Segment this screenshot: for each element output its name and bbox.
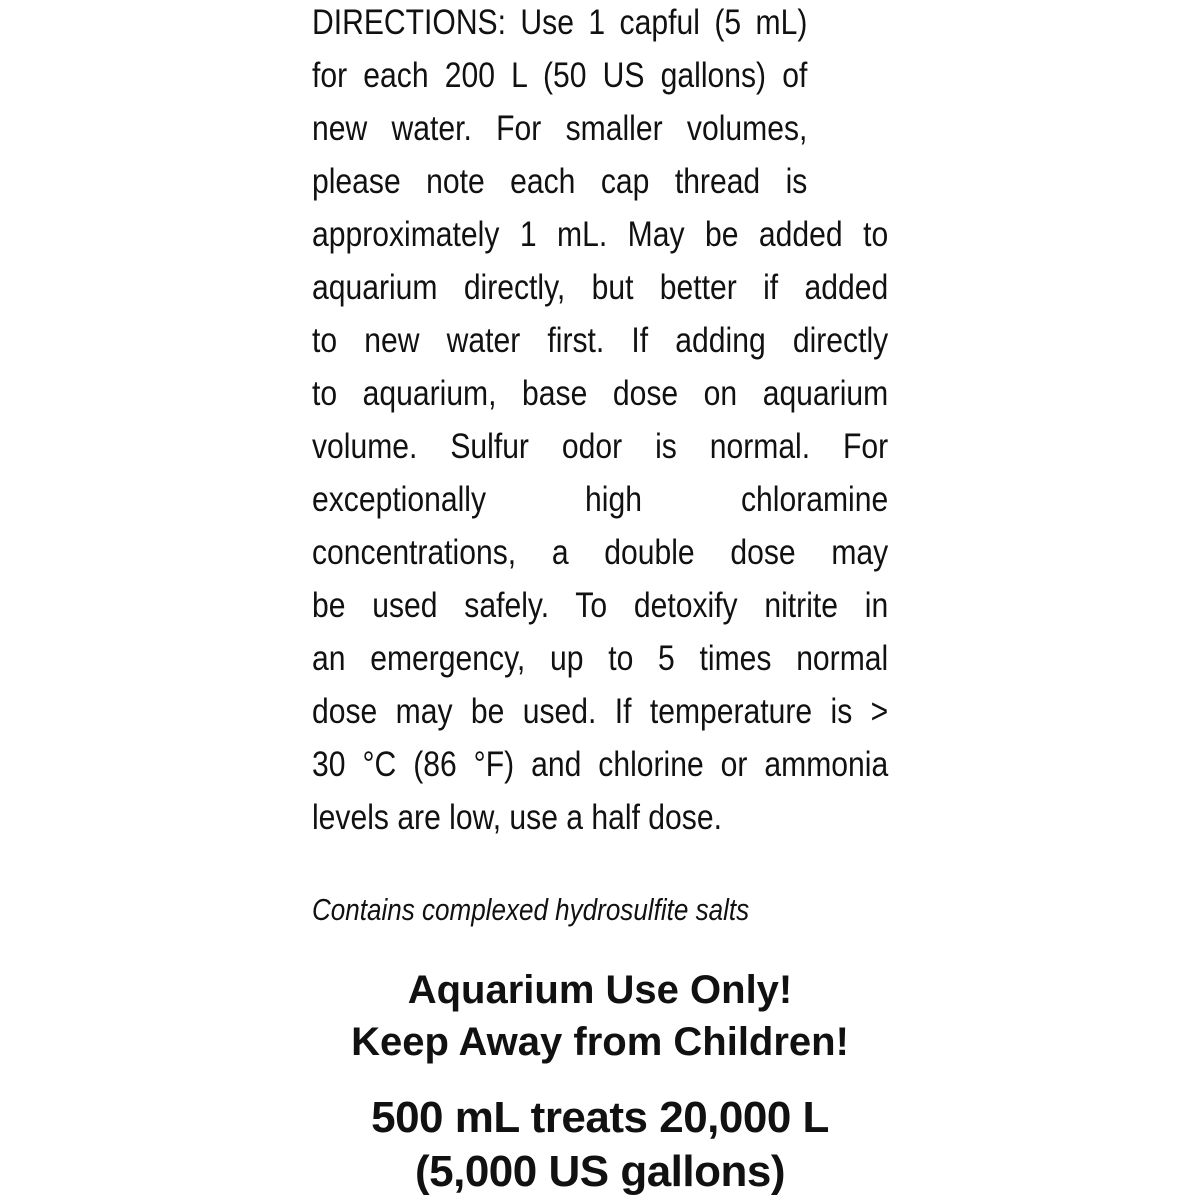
directions-line-10: exceptionally high chloramine <box>312 480 889 519</box>
directions-line-5: approximately 1 mL. May be added to <box>312 215 889 254</box>
warning-aquarium-use: Aquarium Use Only! <box>407 968 793 1012</box>
directions-line-2: for each 200 L (50 US gallons) of <box>312 56 808 95</box>
directions-line-9: volume. Sulfur odor is normal. For <box>312 427 889 466</box>
directions-line-14: dose may be used. If temperature is > <box>312 692 889 731</box>
directions-line-4: please note each cap thread is <box>312 162 808 201</box>
directions-line-1: DIRECTIONS: Use 1 capful (5 mL) <box>312 3 808 42</box>
directions-line-3: new water. For smaller volumes, <box>312 109 808 148</box>
treatment-amount: 500 mL treats 20,000 L <box>371 1093 829 1142</box>
directions-line-6: aquarium directly, but better if added <box>312 268 889 307</box>
directions-line-8: to aquarium, base dose on aquarium <box>312 374 889 413</box>
directions-line-16: levels are low, use a half dose. <box>312 798 722 837</box>
directions-line-7: to new water first. If adding directly <box>312 321 889 360</box>
directions-line-12: be used safely. To detoxify nitrite in <box>312 586 889 625</box>
directions-line-15: 30 °C (86 °F) and chlorine or ammonia <box>312 745 889 784</box>
directions-line-11: concentrations, a double dose may <box>312 533 889 572</box>
warning-keep-away: Keep Away from Children! <box>351 1020 849 1064</box>
product-label <box>312 0 888 1200</box>
directions-line-13: an emergency, up to 5 times normal <box>312 639 889 678</box>
treatment-gallons: (5,000 US gallons) <box>414 1147 785 1196</box>
ingredients-note: Contains complexed hydrosulfite salts <box>312 892 750 927</box>
